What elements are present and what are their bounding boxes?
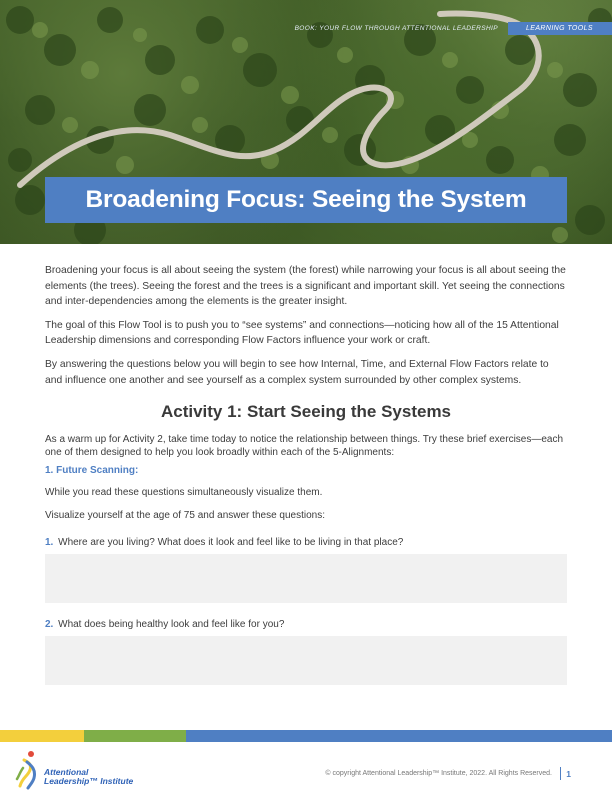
intro-paragraph-2: The goal of this Flow Tool is to push you to “see systems” and connections—noticing how all of the 15 Attentional Leadership dimensions and corresponding Flow Factors influence your work or craft.: [45, 319, 559, 347]
instruction-1: While you read these questions simultaneously visualize them.: [45, 487, 323, 499]
stripe-yellow: [0, 730, 84, 742]
question-number: 2.: [45, 619, 54, 631]
header-bar: [295, 22, 612, 35]
question-text: Where are you living? What does it look and feel like to be living in that place?: [58, 537, 404, 549]
page-title: Broadening Focus: Seeing the System: [85, 186, 527, 213]
institute-logo: [14, 748, 154, 790]
intro-paragraph-3: By answering the questions below you will begin to see how Internal, Time, and External Flow Factors relate to and influence one another and see yourself as a complex system surrounded by other complex systems.: [45, 358, 549, 386]
question-text: What does being healthy look and feel like for you?: [58, 619, 285, 631]
footer-divider: [560, 767, 562, 780]
answer-field-2[interactable]: [45, 636, 567, 685]
logo-line-1: Attentional: [44, 767, 89, 777]
runner-icon: [14, 748, 44, 790]
intro-paragraph-1: Broadening your focus is all about seeing the system (the forest) while narrowing your focus is all about seeing the elements (the trees). Seeing the forest and the trees is a significant and important skill. Yet seeing the connections and inter-dependencies among the elements is the greater insight.: [45, 265, 566, 308]
main-content: [45, 263, 567, 701]
learning-tools-tag: LEARNING TOOLS: [508, 22, 612, 35]
activity-intro: As a warm up for Activity 2, take time today to notice the relationship between things. Try these brief exercises—each one of them designed to help you look broadly within each of the 5-Alignments:: [45, 434, 564, 459]
copyright-text: © copyright Attentional Leadership™ Institute, 2022. All Rights Reserved.: [325, 770, 552, 777]
logo-wordmark: [44, 768, 133, 786]
activity-title: Activity 1: Start Seeing the Systems: [160, 402, 452, 422]
title-banner: [45, 177, 567, 223]
hero-image: [0, 0, 612, 244]
page-number: 1: [566, 769, 571, 779]
book-series-label: BOOK: YOUR FLOW THROUGH ATTENTIONAL LEADERSHIP: [294, 25, 498, 32]
stripe-blue: [186, 730, 612, 742]
instruction-2: Visualize yourself at the age of 75 and answer these questions:: [45, 510, 325, 522]
question-2: [45, 619, 567, 630]
question-number: 1.: [45, 537, 54, 549]
answer-field-1[interactable]: [45, 554, 567, 603]
question-1: [45, 537, 567, 548]
footer: [0, 742, 612, 792]
section-heading: 1. Future Scanning:: [45, 465, 139, 477]
logo-line-2: Leadership™ Institute: [44, 776, 134, 786]
color-stripe: [0, 730, 612, 742]
stripe-green: [84, 730, 186, 742]
